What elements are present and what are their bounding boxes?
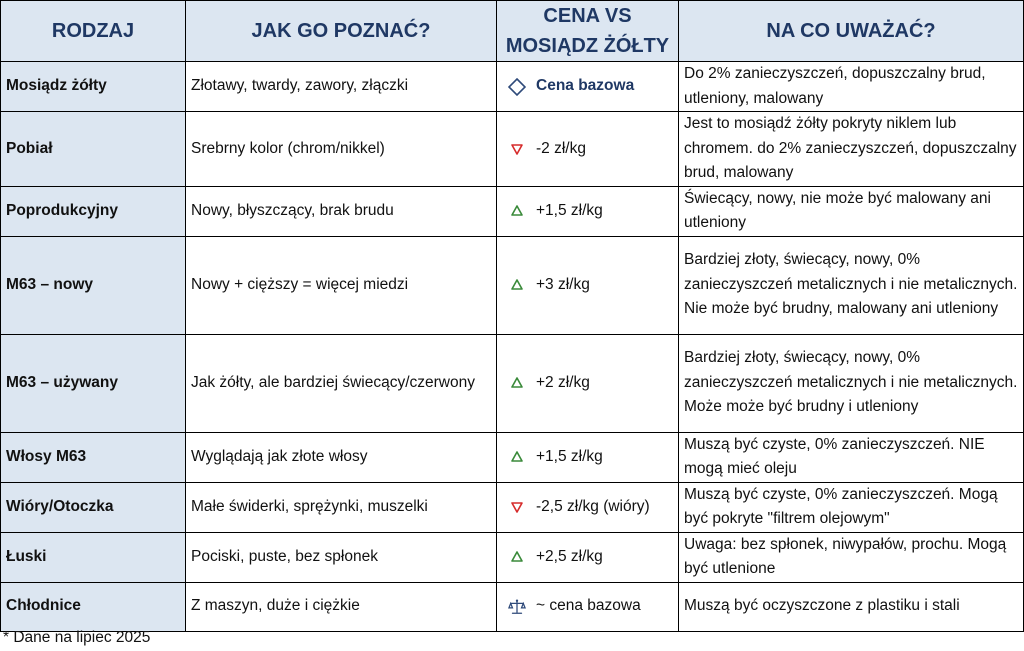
header-rodzaj: RODZAJ <box>1 1 186 62</box>
row-jak: Pociski, puste, bez spłonek <box>186 532 497 582</box>
triangle-up-icon <box>508 448 526 466</box>
header-cena-line2: MOSIĄDZ ŻÓŁTY <box>505 35 670 57</box>
row-cena <box>497 236 679 334</box>
row-rodzaj: Włosy M63 <box>1 432 186 482</box>
row-jak: Wyglądają jak złote włosy <box>186 432 497 482</box>
table-row <box>1 482 1024 532</box>
row-cena-text: Cena bazowa <box>536 77 635 95</box>
row-uwaga: Jest to mosiądź żółty pokryty niklem lub chromem. do 2% zanieczyszczeń, dopuszczalny brud, malowany <box>679 112 1024 187</box>
row-cena-text: +1,5 zł/kg <box>536 447 603 465</box>
row-cena-text: +3 zł/kg <box>536 275 590 293</box>
header-row <box>1 1 1024 62</box>
triangle-down-icon <box>508 498 526 516</box>
row-cena <box>497 432 679 482</box>
header-na-co-uwazac: NA CO UWAŻAĆ? <box>679 1 1024 62</box>
row-rodzaj: Pobiał <box>1 112 186 187</box>
row-uwaga: Muszą być czyste, 0% zanieczyszczeń. Mogą być pokryte "filtrem olejowym" <box>679 482 1024 532</box>
row-jak: Małe świderki, sprężynki, muszelki <box>186 482 497 532</box>
row-rodzaj: Wióry/Otoczka <box>1 482 186 532</box>
row-jak: Srebrny kolor (chrom/nikkel) <box>186 112 497 187</box>
row-cena <box>497 62 679 112</box>
row-uwaga: Świecący, nowy, nie może być malowany ani utleniony <box>679 186 1024 236</box>
row-uwaga: Bardziej złoty, świecący, nowy, 0% zanieczyszczeń metalicznych i nie metalicznych. Może może być brudny i utleniony <box>679 334 1024 432</box>
diamond-icon <box>508 78 526 96</box>
balance-scale-icon <box>508 598 526 616</box>
row-cena-text: +2 zł/kg <box>536 373 590 391</box>
row-uwaga: Muszą być czyste, 0% zanieczyszczeń. NIE mogą mieć oleju <box>679 432 1024 482</box>
triangle-up-icon <box>508 276 526 294</box>
row-cena-text: ~ cena bazowa <box>536 597 641 615</box>
row-uwaga: Uwaga: bez spłonek, niwypałów, prochu. Mogą być utlenione <box>679 532 1024 582</box>
table-row <box>1 112 1024 187</box>
row-jak: Jak żółty, ale bardziej świecący/czerwony <box>186 334 497 432</box>
row-cena-text: -2 zł/kg <box>536 139 586 157</box>
triangle-up-icon <box>508 374 526 392</box>
table-row <box>1 236 1024 334</box>
row-rodzaj: M63 – nowy <box>1 236 186 334</box>
row-cena <box>497 334 679 432</box>
row-jak: Nowy + cięższy = więcej miedzi <box>186 236 497 334</box>
row-cena <box>497 532 679 582</box>
table-row <box>1 334 1024 432</box>
row-rodzaj: Łuski <box>1 532 186 582</box>
row-cena-text: -2,5 zł/kg (wióry) <box>536 497 650 515</box>
row-rodzaj: Chłodnice <box>1 582 186 631</box>
row-cena <box>497 482 679 532</box>
header-cena-line1: CENA VS <box>543 5 632 27</box>
row-cena <box>497 186 679 236</box>
row-uwaga: Do 2% zanieczyszczeń, dopuszczalny brud, utleniony, malowany <box>679 62 1024 112</box>
row-cena-text: +1,5 zł/kg <box>536 201 603 219</box>
footnote: * Dane na lipiec 2025 <box>3 629 151 646</box>
header-cena-vs <box>497 1 679 62</box>
header-jak-go-poznac: JAK GO POZNAĆ? <box>186 1 497 62</box>
row-jak: Złotawy, twardy, zawory, złączki <box>186 62 497 112</box>
row-rodzaj: Mosiądz żółty <box>1 62 186 112</box>
row-rodzaj: Poprodukcyjny <box>1 186 186 236</box>
triangle-up-icon <box>508 202 526 220</box>
triangle-down-icon <box>508 140 526 158</box>
row-jak: Nowy, błyszczący, brak brudu <box>186 186 497 236</box>
table-row <box>1 62 1024 112</box>
row-uwaga: Bardziej złoty, świecący, nowy, 0% zanieczyszczeń metalicznych i nie metalicznych. Nie może być brudny, malowany ani utleniony <box>679 236 1024 334</box>
table-row <box>1 582 1024 631</box>
row-uwaga: Muszą być oczyszczone z plastiku i stali <box>679 582 1024 631</box>
row-jak: Z maszyn, duże i ciężkie <box>186 582 497 631</box>
row-cena <box>497 112 679 187</box>
triangle-up-icon <box>508 548 526 566</box>
row-cena-text: +2,5 zł/kg <box>536 547 603 565</box>
row-cena <box>497 582 679 631</box>
table-row <box>1 432 1024 482</box>
row-rodzaj: M63 – używany <box>1 334 186 432</box>
table-row <box>1 532 1024 582</box>
table-row <box>1 186 1024 236</box>
